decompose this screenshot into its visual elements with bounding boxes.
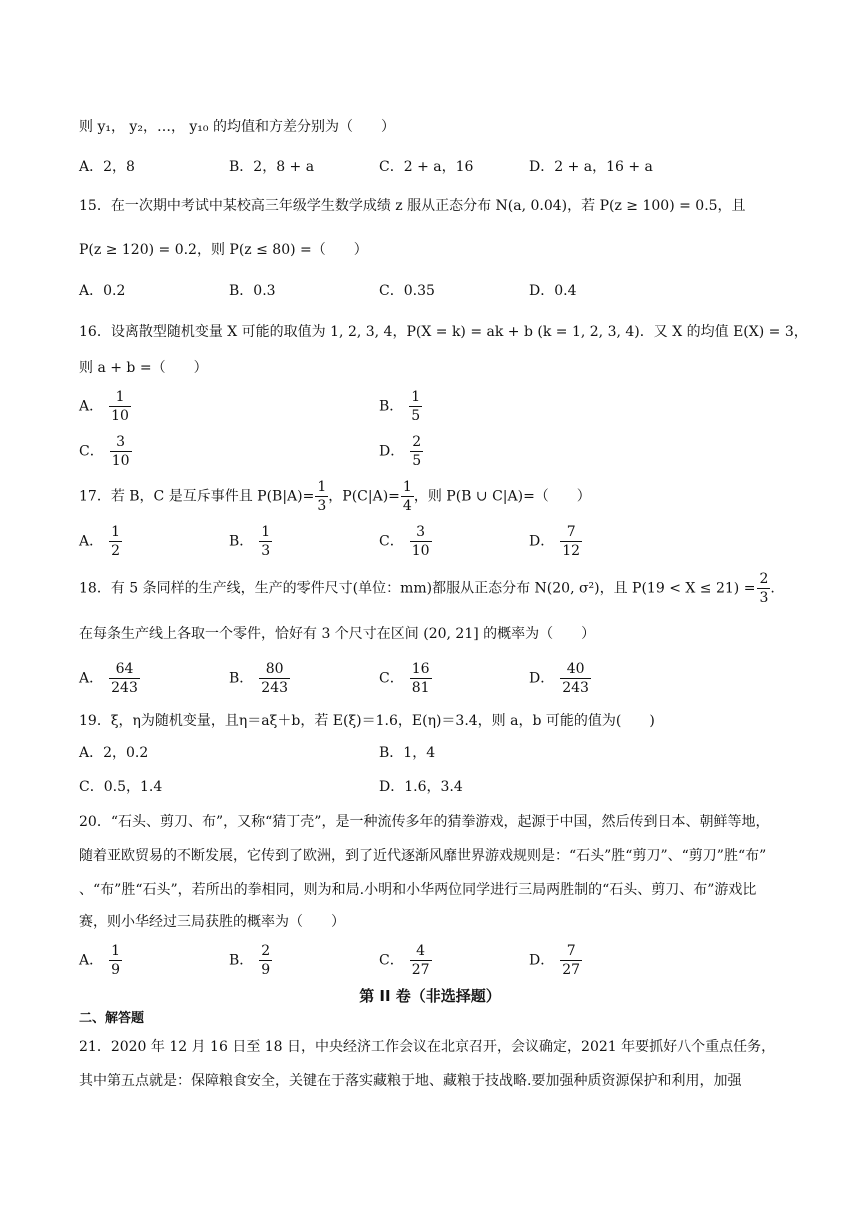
fraction-denominator: 10 [111, 453, 130, 469]
fraction [410, 433, 423, 470]
fraction-numerator: 16 [411, 661, 430, 677]
option-label: C． [79, 443, 104, 460]
fraction [401, 478, 414, 515]
q18-suffix: . [770, 580, 775, 597]
q16-option-b [379, 388, 422, 425]
q18-option-b [229, 660, 290, 697]
fraction [109, 660, 140, 697]
option-label: B． [229, 670, 254, 687]
fraction-denominator: 81 [411, 680, 430, 696]
fraction-numerator: 1 [317, 479, 327, 495]
q18-stem-line1 [79, 570, 775, 607]
q17-suffix: ，则 P(B ∪ C|A)=（ ） [413, 488, 591, 505]
option-label: B． [229, 952, 254, 969]
fraction-denominator: 5 [411, 408, 421, 424]
fraction [109, 388, 131, 425]
q17-prefix: 17．若 B，C 是互斥事件且 P(B|A)= [79, 488, 315, 505]
fraction-numerator: 7 [566, 524, 576, 540]
q20-stem-line4: 赛，则小华经过三局获胜的概率为（ ） [79, 914, 345, 930]
option-label: B． [379, 398, 404, 415]
q18-prefix: 18．有 5 条同样的生产线，生产的零件尺寸(单位：mm)都服从正态分布 N(20, σ²)，且 P(19 < X ≤ 21) = [79, 580, 756, 597]
q15-option-d: D．0.4 [529, 283, 577, 299]
option-label: D． [529, 670, 555, 687]
fraction-denominator: 10 [111, 408, 129, 424]
option-label: C． [379, 670, 404, 687]
fraction-numerator: 1 [111, 524, 121, 540]
fraction [110, 433, 132, 470]
q16-option-a [79, 388, 131, 425]
fraction [259, 523, 272, 560]
option-label: D． [379, 443, 405, 460]
fraction-numerator: 3 [116, 434, 126, 450]
q15-stem-line2: P(z ≥ 120) = 0.2，则 P(z ≤ 80) =（ ） [79, 242, 368, 258]
q19-option-d: D．1.6，3.4 [379, 779, 463, 795]
q16-option-d [379, 433, 423, 470]
q14-option-b: B．2，8 + a [229, 159, 315, 175]
fraction [109, 523, 122, 560]
option-label: A． [79, 952, 104, 969]
fraction [315, 478, 328, 515]
q15-option-a: A．0.2 [79, 283, 126, 299]
q14-option-c: C．2 + a，16 [379, 159, 474, 175]
section-heading: 二、解答题 [79, 1011, 145, 1026]
q16-option-c [79, 433, 132, 470]
option-label: C． [379, 952, 404, 969]
fraction-numerator: 1 [111, 943, 121, 959]
fraction [409, 388, 422, 425]
q20-stem-line3: 、“布”胜“石头”，若所出的拳相同，则为和局.小明和小华两位同学进行三局两胜制的“石头、剪刀、布”游戏比 [79, 882, 757, 898]
q18-stem-line2: 在每条生产线上各取一个零件，恰好有 3 个尺寸在区间 (20, 21] 的概率为（ ） [79, 626, 596, 642]
option-label: D． [529, 952, 555, 969]
fraction-denominator: 243 [562, 680, 589, 696]
q17-option-c [379, 523, 432, 560]
fraction-numerator: 40 [566, 661, 585, 677]
fraction-numerator: 3 [416, 524, 426, 540]
fraction-numerator: 4 [416, 943, 426, 959]
q15-option-b: B．0.3 [229, 283, 276, 299]
q20-stem-line2: 随着亚欧贸易的不断发展，它传到了欧洲，到了近代逐渐风靡世界游戏规则是：“石头”胜“剪刀”、“剪刀”胜“布” [79, 848, 767, 864]
fraction-numerator: 1 [402, 479, 412, 495]
q14-option-a: A．2，8 [79, 159, 135, 175]
q15-stem-line1: 15．在一次期中考试中某校高三年级学生数学成绩 z 服从正态分布 N(a, 0.04)，若 P(z ≥ 100) = 0.5，且 [79, 198, 746, 214]
q21-stem-line1: 21．2020 年 12 月 16 日至 18 日，中央经济工作会议在北京召开，会议确定，2021 年要抓好八个重点任务， [79, 1039, 776, 1055]
q19-stem: 19．ξ，η为随机变量，且η＝aξ＋b，若 E(ξ)＝1.6，E(η)＝3.4，则 a，b 可能的值为( ) [79, 713, 655, 729]
q17-option-d [529, 523, 582, 560]
fraction [259, 942, 272, 979]
option-label: C． [379, 533, 404, 550]
q20-option-b [229, 942, 272, 979]
q15-option-c: C．0.35 [379, 283, 435, 299]
q16-stem-line1: 16．设离散型随机变量 X 可能的取值为 1, 2, 3, 4，P(X = k) = ak + b (k = 1, 2, 3, 4)．又 X 的均值 E(X) = 3， [79, 324, 808, 340]
fraction-denominator: 27 [411, 962, 430, 978]
option-label: A． [79, 533, 104, 550]
option-label: A． [79, 398, 104, 415]
section-title: 第 II 卷（非选择题） [359, 987, 501, 1005]
fraction-denominator: 3 [759, 590, 769, 606]
fraction-numerator: 2 [261, 943, 271, 959]
fraction [410, 523, 432, 560]
fraction-denominator: 4 [402, 498, 412, 514]
fraction [560, 523, 582, 560]
fraction-numerator: 1 [411, 389, 421, 405]
q14-option-d: D．2 + a，16 + a [529, 159, 653, 175]
q20-option-a [79, 942, 122, 979]
fraction [757, 570, 770, 607]
fraction-denominator: 27 [562, 962, 581, 978]
q18-option-a [79, 660, 140, 697]
q17-mid: ，P(C|A)= [328, 488, 400, 505]
q17-option-a [79, 523, 122, 560]
fraction-denominator: 5 [412, 453, 422, 469]
fraction-numerator: 1 [261, 524, 271, 540]
q19-option-a: A．2，0.2 [79, 745, 149, 761]
fraction-numerator: 7 [566, 943, 576, 959]
q14-stem: 则 y₁， y₂，…， y₁₀ 的均值和方差分别为（ ） [79, 119, 395, 135]
fraction-denominator: 243 [261, 680, 289, 696]
fraction [259, 660, 290, 697]
fraction [410, 660, 432, 697]
option-label: B． [229, 533, 254, 550]
fraction-denominator: 12 [562, 543, 581, 559]
fraction [109, 942, 122, 979]
fraction [560, 942, 582, 979]
fraction-numerator: 1 [115, 389, 125, 405]
q21-stem-line2: 其中第五点就是：保障粮食安全，关键在于落实藏粮于地、藏粮于技战略.要加强种质资源保护和利用，加强 [79, 1073, 742, 1089]
fraction [410, 942, 432, 979]
q18-option-c [379, 660, 432, 697]
fraction-denominator: 243 [111, 680, 138, 696]
q19-option-b: B．1，4 [379, 745, 436, 761]
q20-stem-line1: 20．“石头、剪刀、布”，又称“猜丁壳”，是一种流传多年的猜拳游戏，起源于中国，然后传到日本、朝鲜等地， [79, 814, 770, 830]
fraction-denominator: 9 [261, 962, 271, 978]
fraction-numerator: 2 [759, 571, 769, 587]
fraction-denominator: 10 [411, 543, 430, 559]
q19-option-c: C．0.5，1.4 [79, 779, 163, 795]
q17-option-b [229, 523, 272, 560]
q17-stem [79, 478, 591, 515]
fraction-numerator: 64 [115, 661, 134, 677]
fraction-denominator: 9 [111, 962, 121, 978]
fraction-denominator: 3 [261, 543, 271, 559]
fraction-denominator: 3 [317, 498, 327, 514]
q20-option-c [379, 942, 432, 979]
q20-option-d [529, 942, 582, 979]
q18-option-d [529, 660, 591, 697]
option-label: D． [529, 533, 555, 550]
fraction-denominator: 2 [111, 543, 121, 559]
option-label: A． [79, 670, 104, 687]
fraction-numerator: 80 [265, 661, 284, 677]
fraction-numerator: 2 [412, 434, 422, 450]
q16-stem-line2: 则 a + b =（ ） [79, 360, 208, 376]
fraction [560, 660, 591, 697]
